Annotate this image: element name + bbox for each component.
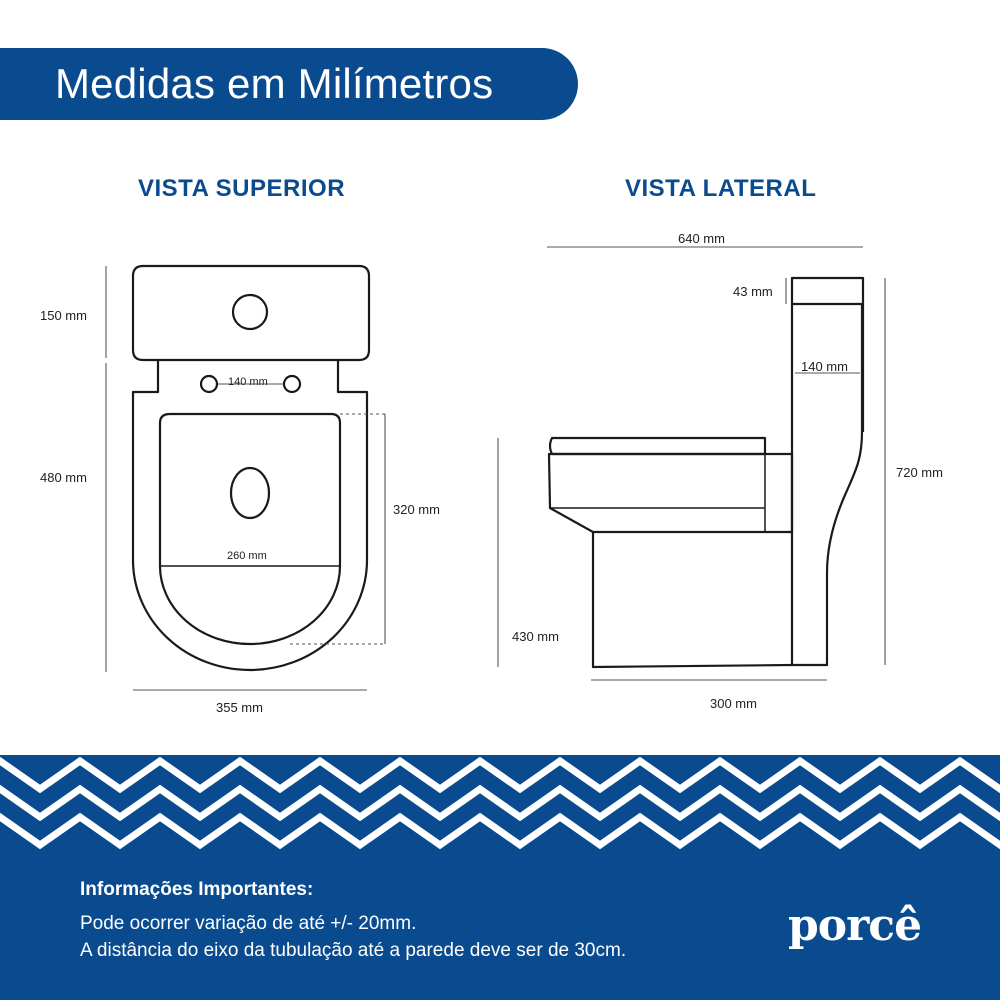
tank-width-label: 140 mm: [801, 359, 848, 374]
top-view-drawing: [133, 266, 369, 670]
fixing-hole-right: [284, 376, 300, 392]
bowl-outline: [133, 360, 367, 670]
brand-logo: porcê: [788, 900, 922, 951]
footer-info-panel: [0, 862, 1000, 1000]
info-line-distance: A distância do eixo da tubulação até a parede deve ser de 30cm.: [80, 940, 627, 961]
side-view-drawing: [549, 278, 863, 667]
top-view-heading: VISTA SUPERIOR: [138, 175, 346, 202]
info-line-variation: Pode ocorrer variação de até +/- 20mm.: [80, 913, 417, 934]
page-title: Medidas em Milímetros: [55, 60, 494, 107]
base-length-label: 300 mm: [710, 696, 757, 711]
bowl-length-label: 480 mm: [40, 470, 87, 485]
opening-length-label: 320 mm: [393, 502, 440, 517]
seat-opening-outline: [160, 414, 340, 644]
seat-height-label: 430 mm: [512, 629, 559, 644]
tank-depth-label: 150 mm: [40, 308, 87, 323]
flush-button: [233, 295, 267, 329]
fixing-hole-left: [201, 376, 217, 392]
overall-height-label: 720 mm: [896, 465, 943, 480]
hole-spacing-label: 140 mm: [228, 376, 268, 388]
chevron-pattern: [0, 755, 1000, 863]
tank-lid: [792, 278, 863, 304]
side-view-heading: VISTA LATERAL: [625, 175, 817, 202]
tank-outline: [133, 266, 369, 360]
seat-lid: [550, 438, 765, 454]
drain-hole: [231, 468, 269, 518]
lid-thickness-label: 43 mm: [733, 284, 773, 299]
overall-length-label: 640 mm: [678, 231, 725, 246]
overall-width-label: 355 mm: [216, 700, 263, 715]
bowl-side: [549, 454, 792, 532]
pedestal: [593, 532, 792, 667]
info-heading: Informações Importantes:: [80, 879, 314, 900]
opening-width-label: 260 mm: [227, 550, 267, 562]
